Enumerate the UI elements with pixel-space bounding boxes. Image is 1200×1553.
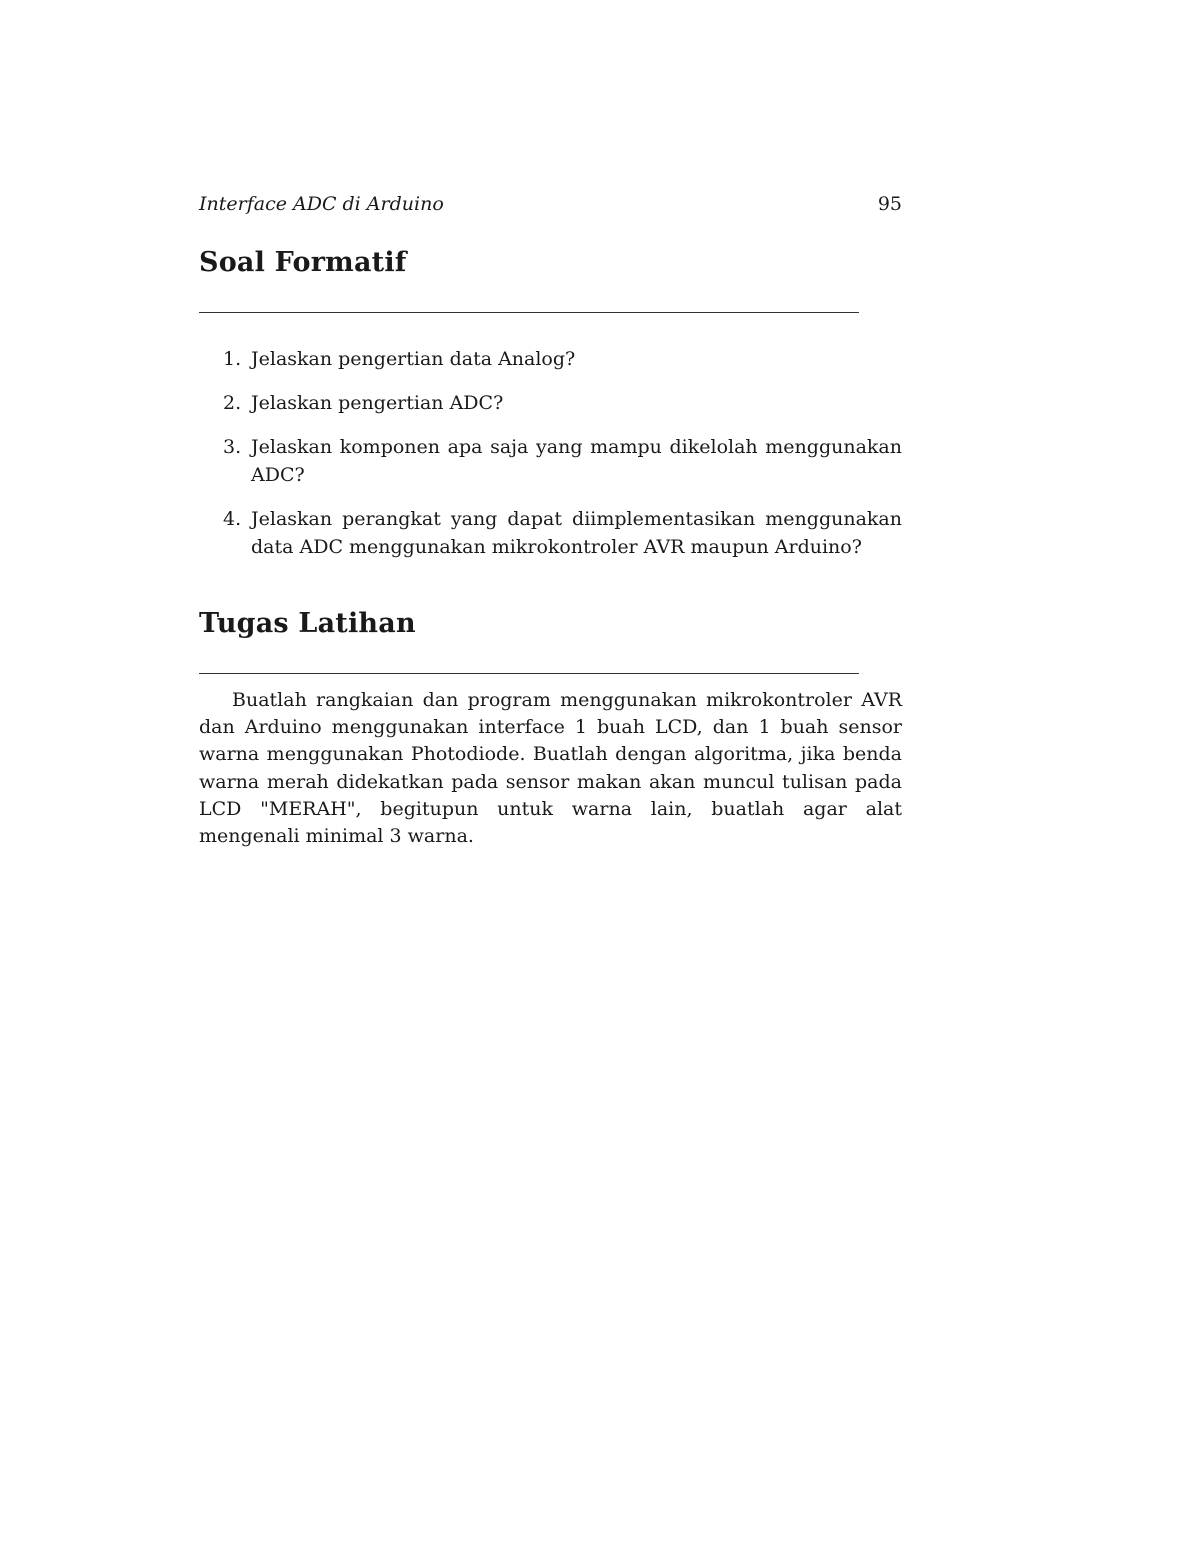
list-item xyxy=(199,345,902,373)
question-text: Jelaskan komponen apa saja yang mampu dikelolah menggunakan ADC? xyxy=(251,436,902,486)
page-number: 95 xyxy=(877,193,902,215)
question-text: Jelaskan pengertian data Analog? xyxy=(251,348,576,370)
section-heading-soal-formatif: Soal Formatif xyxy=(199,247,407,278)
list-item xyxy=(199,505,902,561)
list-item xyxy=(199,389,902,417)
question-number: 2. xyxy=(223,392,242,414)
list-item xyxy=(199,433,902,489)
question-text: Jelaskan pengertian ADC? xyxy=(251,392,504,414)
question-list xyxy=(199,345,902,577)
running-header xyxy=(199,193,902,219)
task-paragraph: Buatlah rangkaian dan program menggunakan mikrokontroler AVR dan Arduino menggunakan interface 1 buah LCD, dan 1 buah sensor warna menggunakan Photodiode. Buatlah dengan algoritma, jika benda warna merah didekatkan pada sensor makan akan muncul tulisan pada LCD "MERAH", begitupun untuk warna lain, buatlah agar alat mengenali minimal 3 warna. xyxy=(199,689,902,848)
section-rule-soal-formatif xyxy=(199,312,859,313)
section-heading-tugas-latihan: Tugas Latihan xyxy=(199,608,416,639)
question-number: 1. xyxy=(223,348,242,370)
section-rule-tugas-latihan xyxy=(199,673,859,674)
question-number: 4. xyxy=(223,508,242,530)
question-number: 3. xyxy=(223,436,242,458)
question-text: Jelaskan perangkat yang dapat diimplementasikan menggunakan data ADC menggunakan mikrokontroler AVR maupun Arduino? xyxy=(251,508,902,558)
running-title: Interface ADC di Arduino xyxy=(199,193,444,215)
